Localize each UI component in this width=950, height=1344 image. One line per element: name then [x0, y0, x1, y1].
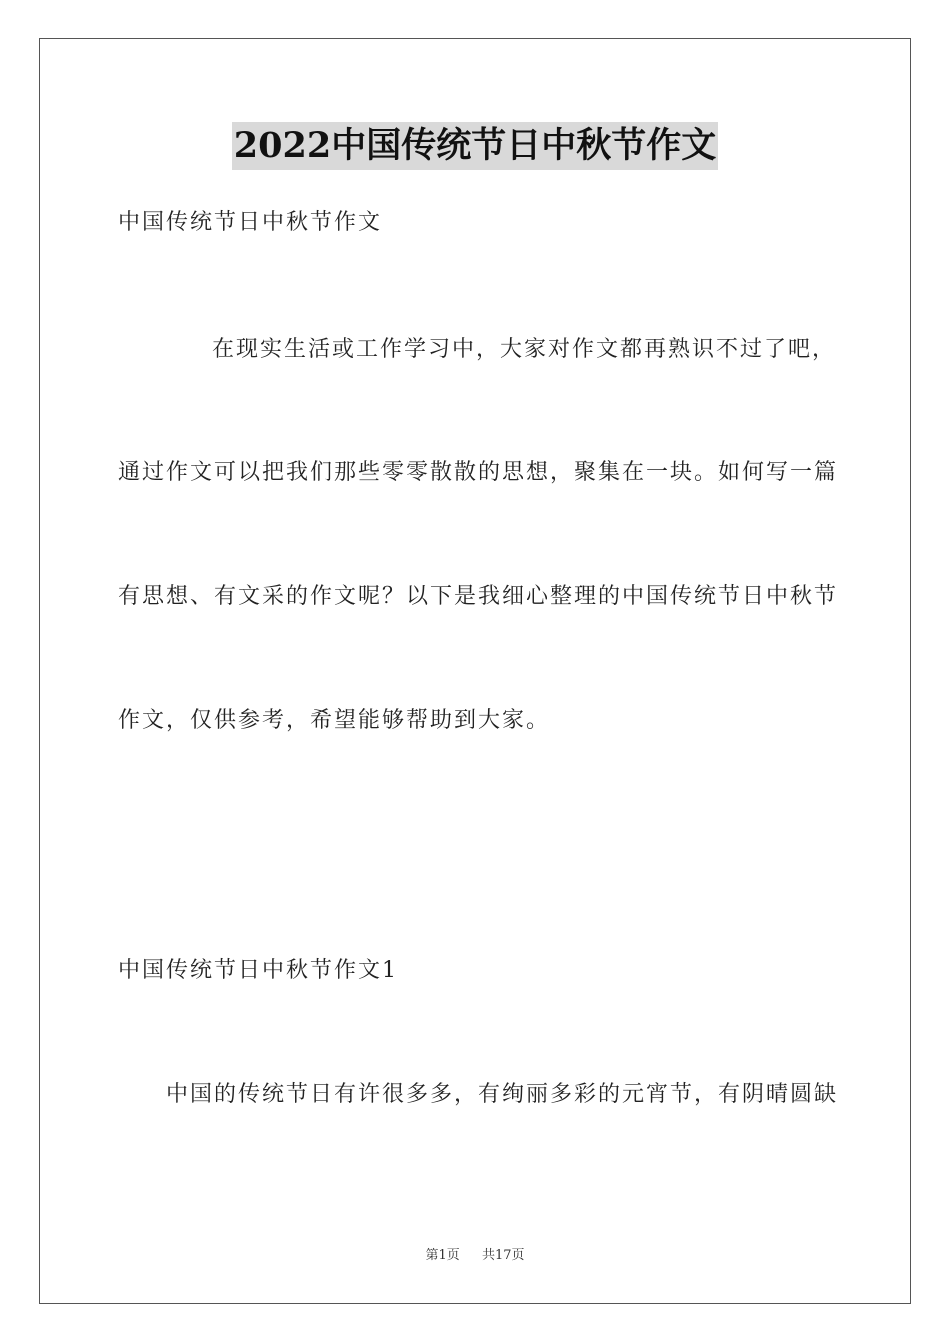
subtitle: 中国传统节日中秋节作文: [118, 210, 383, 235]
title-container: [0, 122, 950, 170]
document-title: 2022中国传统节日中秋节作文: [232, 122, 718, 170]
section-line-1: 中国的传统节日有许很多多，有绚丽多彩的元宵节，有阴晴圆缺: [166, 1082, 839, 1107]
page-footer: [0, 1247, 950, 1265]
intro-line-2: 通过作文可以把我们那些零零散散的思想，聚集在一块。如何写一篇: [118, 460, 839, 485]
page-number-total: 共17页: [482, 1248, 525, 1263]
intro-line-1: 在现实生活或工作学习中，大家对作文都再熟识不过了吧，: [212, 337, 837, 362]
intro-line-4: 作文，仅供参考，希望能够帮助到大家。: [118, 708, 551, 733]
intro-line-3: 有思想、有文采的作文呢？以下是我细心整理的中国传统节日中秋节: [118, 584, 839, 609]
section-heading: 中国传统节日中秋节作文1: [118, 958, 398, 983]
page-number-current: 第1页: [425, 1248, 460, 1263]
